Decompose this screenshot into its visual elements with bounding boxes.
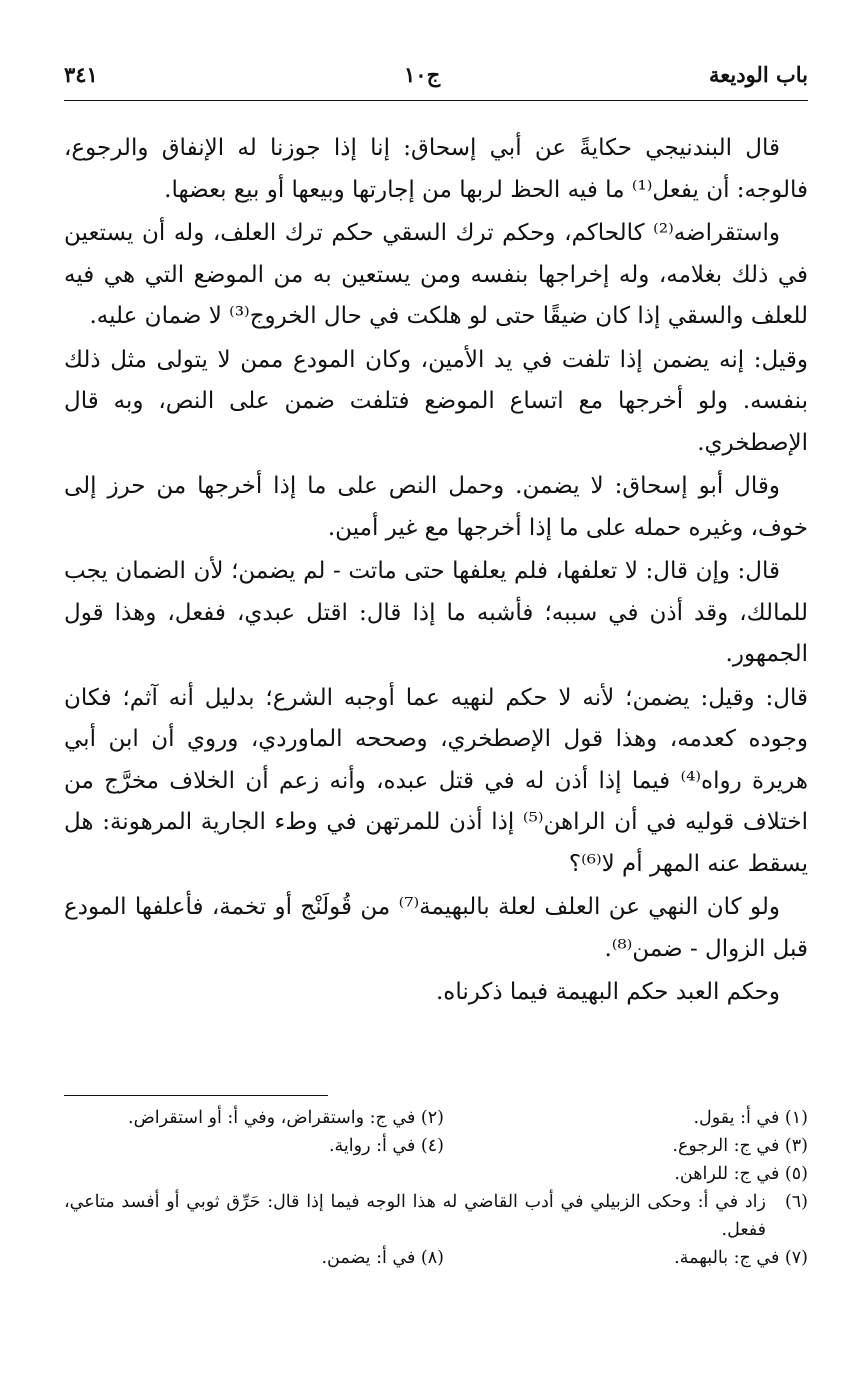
footnote-6-number: (٦) xyxy=(784,1192,808,1212)
footnote-6 xyxy=(64,1188,808,1244)
footnote-row xyxy=(64,1160,808,1188)
volume-label: ج١٠ xyxy=(404,62,441,87)
footnote-row xyxy=(64,1104,808,1132)
paragraph: ولو كان النهي عن العلف لعلة بالبهيمة⁽⁷⁾ من قُولَنْج أو تخمة، فأعلفها المودع قبل الزوال - ضمن⁽⁸⁾. xyxy=(64,894,808,962)
paragraph: وحكم العبد حكم البهيمة فيما ذكرناه. xyxy=(435,979,780,1005)
header-divider xyxy=(64,100,808,101)
paragraph: وقيل: إنه يضمن إذا تلفت في يد الأمين، وكان المودع ممن لا يتولى مثل ذلك بنفسه. ولو أخرجها مع اتساع الموضع فتلفت ضمن على النص، وبه قال الإصطخري. xyxy=(64,346,808,456)
paragraph: قال البندنيجي حكايةً عن أبي إسحاق: إنا إذا جوزنا له الإنفاق والرجوع، فالوجه: أن يفعل⁽¹⁾ ما فيه الحظ لربها من إجارتها وبيعها أو بيع بعضها. xyxy=(64,135,808,203)
paragraph: واستقراضه⁽²⁾ كالحاكم، وحكم ترك السقي حكم ترك العلف، وله أن يستعين في ذلك بغلامه، وله إخراجها بنفسه ومن يستعين به من الموضع التي هي فيه للعلف والسقي إذا كان ضيقًا حتى لو هلكت في حال الخروج⁽³⁾ لا ضمان عليه. xyxy=(64,220,808,329)
main-text xyxy=(64,128,808,1014)
paragraph: وقال أبو إسحاق: لا يضمن. وحمل النص على ما إذا أخرجها من حرز إلى خوف، وغيره حمله على ما إذا أخرجها مع غير أمين. xyxy=(64,473,808,541)
footnote-3: (٣) في ج: الرجوع. xyxy=(672,1136,808,1156)
footnote-row xyxy=(64,1244,808,1272)
footnote-1: (١) في أ: يقول. xyxy=(693,1108,808,1128)
running-header xyxy=(64,58,808,98)
footnote-2: (٢) في ج: واستقراض، وفي أ: أو استقراض. xyxy=(128,1108,444,1128)
footnote-divider xyxy=(64,1095,328,1096)
paragraph: قال: وإن قال: لا تعلفها، فلم يعلفها حتى ماتت - لم يضمن؛ لأن الضمان يجب للمالك، وقد أذن في سببه؛ فأشبه ما إذا قال: اقتل عبدي، ففعل، وهذا قول الجمهور. xyxy=(64,558,808,667)
paragraph: قال: وقيل: يضمن؛ لأنه لا حكم لنهيه عما أوجبه الشرع؛ بدليل أنه آثم؛ فكان وجوده كعدمه، وهذا قول الإصطخري، وصححه الماوردي، وروي أن ابن أبي هريرة رواه⁽⁴⁾ فيما إذا أذن له في قتل عبده، وأنه زعم أن الخلاف مخرَّج من اختلاف قوليه في أن الراهن⁽⁵⁾ إذا أذن للمرتهن في وطء الجارية المرهونة: هل يسقط عنه المهر أم لا⁽⁶⁾؟ xyxy=(64,684,808,877)
footnote-row xyxy=(64,1132,808,1160)
document-page xyxy=(64,58,808,1268)
footnote-4: (٤) في أ: رواية. xyxy=(328,1136,444,1156)
footnote-7: (٧) في ج: بالبهمة. xyxy=(674,1248,808,1268)
footnote-5: (٥) في ج: للراهن. xyxy=(674,1164,808,1184)
chapter-title: باب الوديعة xyxy=(709,62,808,87)
footnote-8: (٨) في أ: يضمن. xyxy=(321,1248,444,1268)
footnote-6-text: زاد في أ: وحكى الزبيلي في أدب القاضي له هذا الوجه فيما إذا قال: حَرِّق ثوبي أو أفسد متاعي، ففعل. xyxy=(64,1192,766,1240)
footnotes xyxy=(64,1104,808,1272)
page-number: ٣٤١ xyxy=(64,62,98,87)
